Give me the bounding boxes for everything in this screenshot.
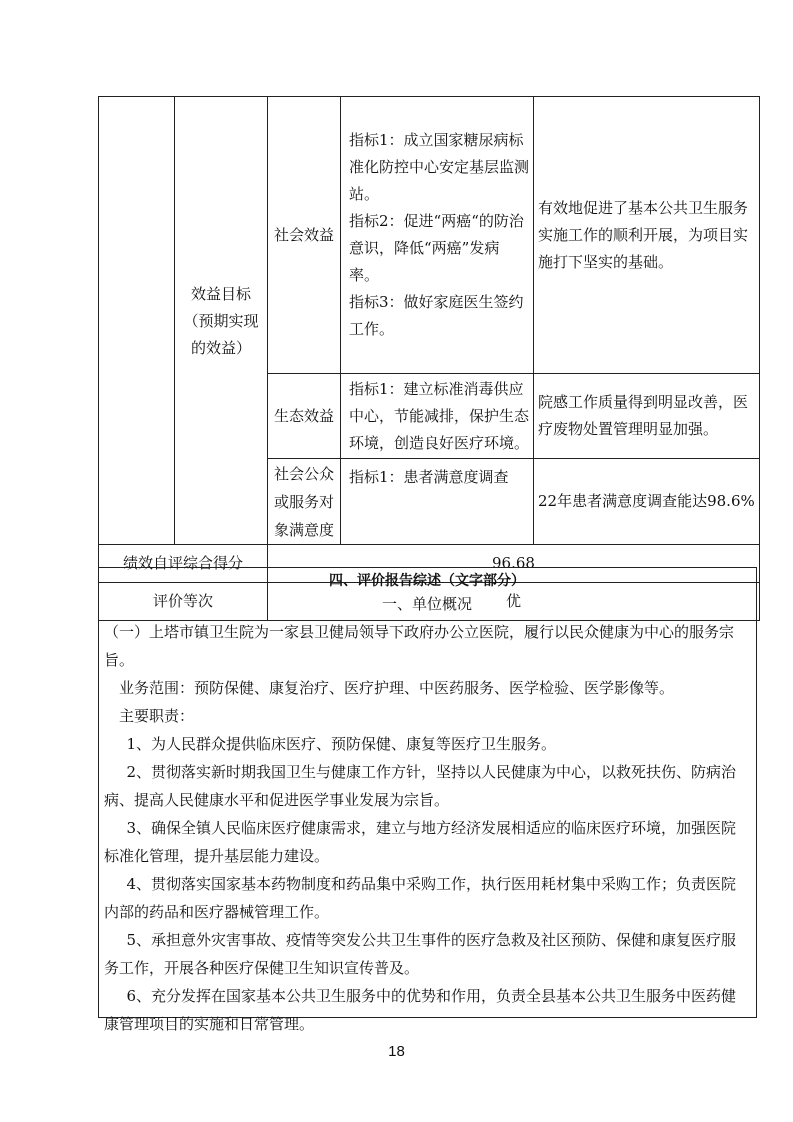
social-indicator-1: 指标1：成立国家糖尿病标准化防控中心安定基层监测站。 (349, 131, 530, 203)
grade-label: 评价等次 (99, 583, 268, 621)
score-label: 绩效自评综合得分 (99, 545, 268, 583)
page-number: 18 (388, 1043, 405, 1060)
duty-item-1: 1、为人民群众提供临床医疗、预防保健、康复等医疗卫生服务。 (126, 735, 557, 753)
benefit-table (98, 96, 760, 621)
ecological-benefit-result: 院感工作质量得到明显改善，医疗废物处置管理明显加强。 (534, 374, 760, 459)
satisfaction-label: 社会公众或服务对象满意度 (268, 459, 341, 545)
duty-item-4: 4、贯彻落实国家基本药物制度和药品集中采购工作，执行医用耗材集中采购工作；负责医院内部的药品和医疗器械管理工作。 (104, 875, 737, 921)
satisfaction-result: 22年患者满意度调查能达98.6% (534, 459, 760, 545)
social-benefit-row (99, 97, 760, 374)
duty-item-5: 5、承担意外灾害事故、疫情等突发公共卫生事件的医疗急救及社区预防、保健和康复医疗服务工作，开展各种医疗保健卫生知识宣传普及。 (104, 931, 737, 977)
satisfaction-indicator: 指标1：患者满意度调查 (341, 459, 534, 545)
social-indicator-3: 指标3：做好家庭医生签约工作。 (349, 293, 524, 338)
benefit-target-label: 效益目标（预期实现的效益） (175, 97, 268, 545)
duty-item-2: 2、贯彻落实新时期我国卫生与健康工作方针，坚持以人民健康为中心，以救死扶伤、防病治病、提高人民健康水平和促进医学事业发展为宗旨。 (104, 763, 737, 809)
duty-item-6: 6、充分发挥在国家基本公共卫生服务中的优势和作用，负责全县基本公共卫生服务中医药健康管理项目的实施和日常管理。 (104, 987, 737, 1033)
score-value: 96.68 (268, 545, 760, 583)
social-benefit-label: 社会效益 (268, 97, 341, 374)
social-benefit-indicators (341, 97, 534, 374)
business-scope: 业务范围：预防保健、康复治疗、医疗护理、中医药服务、医学检验、医学影像等。 (119, 679, 675, 697)
report-summary-box (98, 567, 757, 1033)
report-intro: （一）上塔市镇卫生院为一家县卫健局领导下政府办公立医院，履行以民众健康为中心的服务宗旨。 (104, 623, 735, 669)
ecological-benefit-label: 生态效益 (268, 374, 341, 459)
duties-label: 主要职责： (119, 707, 195, 725)
ecological-benefit-indicator: 指标1：建立标准消毒供应中心，节能减排，保护生态环境，创造良好医疗环境。 (341, 374, 534, 459)
report-title: 四、评价报告综述（文字部分） (329, 573, 525, 589)
social-indicator-2: 指标2：促进“两癌“的防治意识，降低“两癌”发病率。 (349, 212, 524, 284)
grade-value: 优 (268, 583, 760, 621)
duty-item-3: 3、确保全镇人民临床医疗健康需求，建立与地方经济发展相适应的临床医疗环境，加强医院标准化管理，提升基层能力建设。 (104, 819, 737, 865)
report-subtitle: 一、单位概况 (381, 595, 472, 613)
social-benefit-result: 有效地促进了基本公共卫生服务实施工作的顺利开展，为项目实施打下坚实的基础。 (534, 97, 760, 374)
empty-category-cell (99, 97, 175, 545)
